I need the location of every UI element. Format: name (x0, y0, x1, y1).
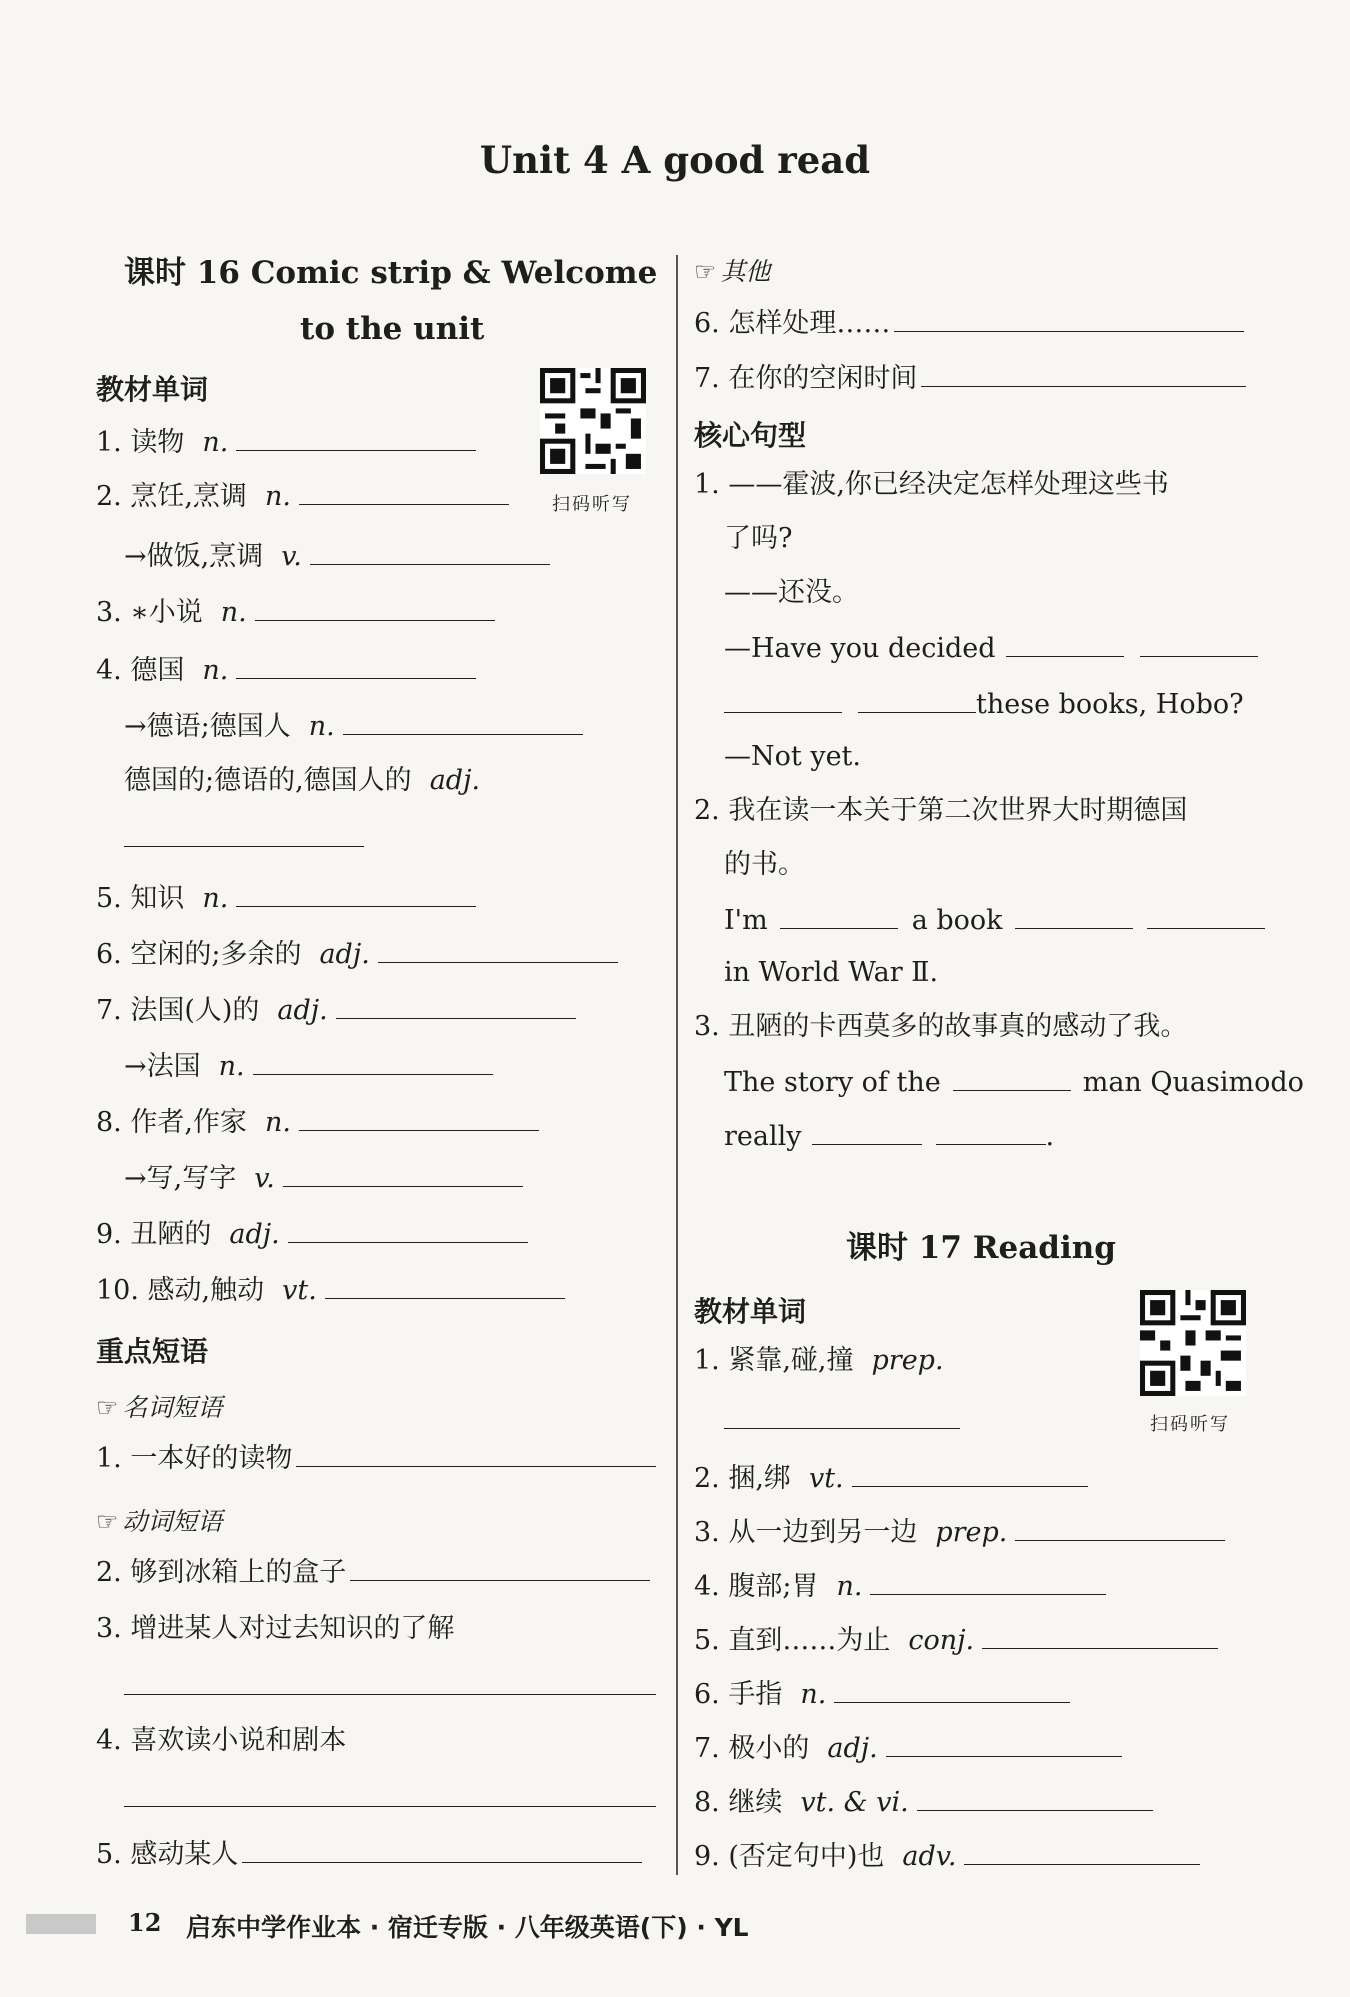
phrase-item: 4. 喜欢读小说和剧本 (96, 1725, 347, 1756)
sentence-en: —Not yet. (724, 741, 861, 772)
phrase-item: 2. 够到冰箱上的盒子 (96, 1554, 650, 1590)
answer-blank[interactable] (283, 1160, 523, 1187)
lesson-16-title-line2: to the unit (300, 311, 485, 347)
sentence-cn: 3. 丑陋的卡西莫多的故事真的感动了我。 (694, 1011, 1188, 1042)
answer-blank[interactable] (299, 1104, 539, 1131)
qr-caption: 扫码听写 (1150, 1414, 1230, 1435)
sentence-en: —Have you decided (724, 630, 1258, 666)
answer-blank[interactable] (299, 478, 509, 505)
word-item: 8. 作者,作家 n. (96, 1104, 539, 1140)
answer-blank[interactable] (296, 1440, 656, 1467)
word-item: 1. 读物 n. (96, 424, 476, 460)
answer-blank[interactable] (288, 1216, 528, 1243)
sentence-en: in World War Ⅱ. (724, 957, 939, 988)
answer-blank[interactable] (886, 1730, 1122, 1757)
answer-blank[interactable] (343, 708, 583, 735)
sentence-cn: 1. ——霍波,你已经决定怎样处理这些书 (694, 469, 1169, 500)
answer-blank[interactable] (724, 1402, 960, 1429)
answer-blank[interactable] (917, 1784, 1153, 1811)
answer-blank[interactable] (1015, 1514, 1225, 1541)
answer-blank[interactable] (1006, 630, 1124, 657)
qr-code-icon (540, 368, 646, 474)
answer-blank[interactable] (921, 360, 1246, 387)
phrase-item: 1. 一本好的读物 (96, 1440, 656, 1476)
answer-blank[interactable] (858, 686, 976, 713)
phrase-item-continuation (124, 1668, 656, 1704)
word-item: 3. 从一边到另一边 prep. (694, 1514, 1225, 1550)
word-item: →德语;德国人 n. (124, 708, 583, 744)
sentence-en: I'm a book (724, 902, 1265, 938)
pointing-hand-icon: ☞ (96, 1507, 119, 1536)
sentence-cn: 了吗? (724, 523, 793, 554)
answer-blank[interactable] (242, 1836, 642, 1863)
word-item-continuation (124, 820, 364, 856)
word-item: 德国的;德语的,德国人的 adj. (124, 765, 481, 796)
phrase-item: 7. 在你的空闲时间 (694, 360, 1246, 396)
sentence-en: these books, Hobo? (724, 686, 1244, 722)
answer-blank[interactable] (336, 992, 576, 1019)
word-item-continuation (724, 1402, 960, 1438)
word-item: 2. 捆,绑 vt. (694, 1460, 1088, 1496)
sentence-en: really . (724, 1118, 1054, 1154)
word-item: 4. 德国 n. (96, 652, 476, 688)
answer-blank[interactable] (724, 686, 842, 713)
sentence-cn: ——还没。 (724, 577, 859, 608)
answer-blank[interactable] (350, 1554, 650, 1581)
page-footer (0, 1908, 1350, 1944)
word-item: 8. 继续 vt. & vi. (694, 1784, 1153, 1820)
answer-blank[interactable] (325, 1272, 565, 1299)
word-item: 7. 法国(人)的 adj. (96, 992, 576, 1028)
answer-blank[interactable] (236, 424, 476, 451)
answer-blank[interactable] (870, 1568, 1106, 1595)
word-item: →法国 n. (124, 1048, 493, 1084)
section-core-sentences: 核心句型 (694, 419, 807, 452)
section-key-phrases: 重点短语 (96, 1335, 209, 1368)
sentence-en: The story of the man Quasimodo (724, 1064, 1304, 1100)
column-divider (676, 255, 678, 1875)
answer-blank[interactable] (253, 1048, 493, 1075)
word-item: 6. 手指 n. (694, 1676, 1070, 1712)
word-item: 1. 紧靠,碰,撞 prep. (694, 1345, 944, 1376)
answer-blank[interactable] (834, 1676, 1070, 1703)
phrase-item: 3. 增进某人对过去知识的了解 (96, 1613, 455, 1644)
answer-blank[interactable] (1147, 902, 1265, 929)
answer-blank[interactable] (378, 936, 618, 963)
word-item: 3. ∗小说 n. (96, 594, 495, 630)
section-textbook-words: 教材单词 (96, 373, 209, 406)
answer-blank[interactable] (236, 880, 476, 907)
section-textbook-words: 教材单词 (694, 1295, 807, 1328)
book-title: 启东中学作业本 · 宿迁专版 · 八年级英语(下) · YL (186, 1913, 749, 1942)
word-item: 7. 极小的 adj. (694, 1730, 1122, 1766)
answer-blank[interactable] (236, 652, 476, 679)
footer-bar (26, 1914, 96, 1934)
answer-blank[interactable] (124, 820, 364, 847)
answer-blank[interactable] (894, 305, 1244, 332)
word-item: →做饭,烹调 v. (124, 538, 550, 574)
answer-blank[interactable] (964, 1838, 1200, 1865)
answer-blank[interactable] (310, 538, 550, 565)
qr-code-icon (1140, 1290, 1246, 1396)
answer-blank[interactable] (124, 1668, 656, 1695)
page-number: 12 (128, 1908, 162, 1937)
qr-caption: 扫码听写 (552, 494, 632, 515)
answer-blank[interactable] (255, 594, 495, 621)
phrase-item: 6. 怎样处理…… (694, 305, 1244, 341)
phrase-item-continuation (124, 1780, 656, 1816)
answer-blank[interactable] (852, 1460, 1088, 1487)
word-item: 10. 感动,触动 vt. (96, 1272, 565, 1308)
pointing-hand-icon: ☞ (96, 1393, 119, 1422)
word-item: →写,写字 v. (124, 1160, 523, 1196)
sentence-cn: 2. 我在读一本关于第二次世界大时期德国 (694, 795, 1188, 826)
subsection-noun-phrases: ☞ 名词短语 (96, 1393, 223, 1422)
word-item: 6. 空闲的;多余的 adj. (96, 936, 618, 972)
word-item: 5. 直到……为止 conj. (694, 1622, 1218, 1658)
pointing-hand-icon: ☞ (694, 257, 717, 286)
answer-blank[interactable] (953, 1064, 1071, 1091)
word-item: 9. 丑陋的 adj. (96, 1216, 528, 1252)
word-item: 5. 知识 n. (96, 880, 476, 916)
lesson-16-title-line1: 课时 16 Comic strip & Welcome (124, 255, 658, 291)
answer-blank[interactable] (812, 1118, 922, 1145)
answer-blank[interactable] (1140, 630, 1258, 657)
word-item: 9. (否定句中)也 adv. (694, 1838, 1200, 1874)
unit-title: Unit 4 A good read (479, 138, 871, 182)
word-item: 4. 腹部;胃 n. (694, 1568, 1106, 1604)
answer-blank[interactable] (1015, 902, 1133, 929)
subsection-verb-phrases: ☞ 动词短语 (96, 1507, 223, 1536)
answer-blank[interactable] (936, 1118, 1046, 1145)
answer-blank[interactable] (124, 1780, 656, 1807)
subsection-other: ☞ 其他 (694, 257, 771, 286)
sentence-cn: 的书。 (724, 849, 805, 880)
phrase-item: 5. 感动某人 (96, 1836, 642, 1872)
word-item: 2. 烹饪,烹调 n. (96, 478, 509, 514)
lesson-17-title: 课时 17 Reading (846, 1230, 1116, 1266)
answer-blank[interactable] (982, 1622, 1218, 1649)
answer-blank[interactable] (780, 902, 898, 929)
